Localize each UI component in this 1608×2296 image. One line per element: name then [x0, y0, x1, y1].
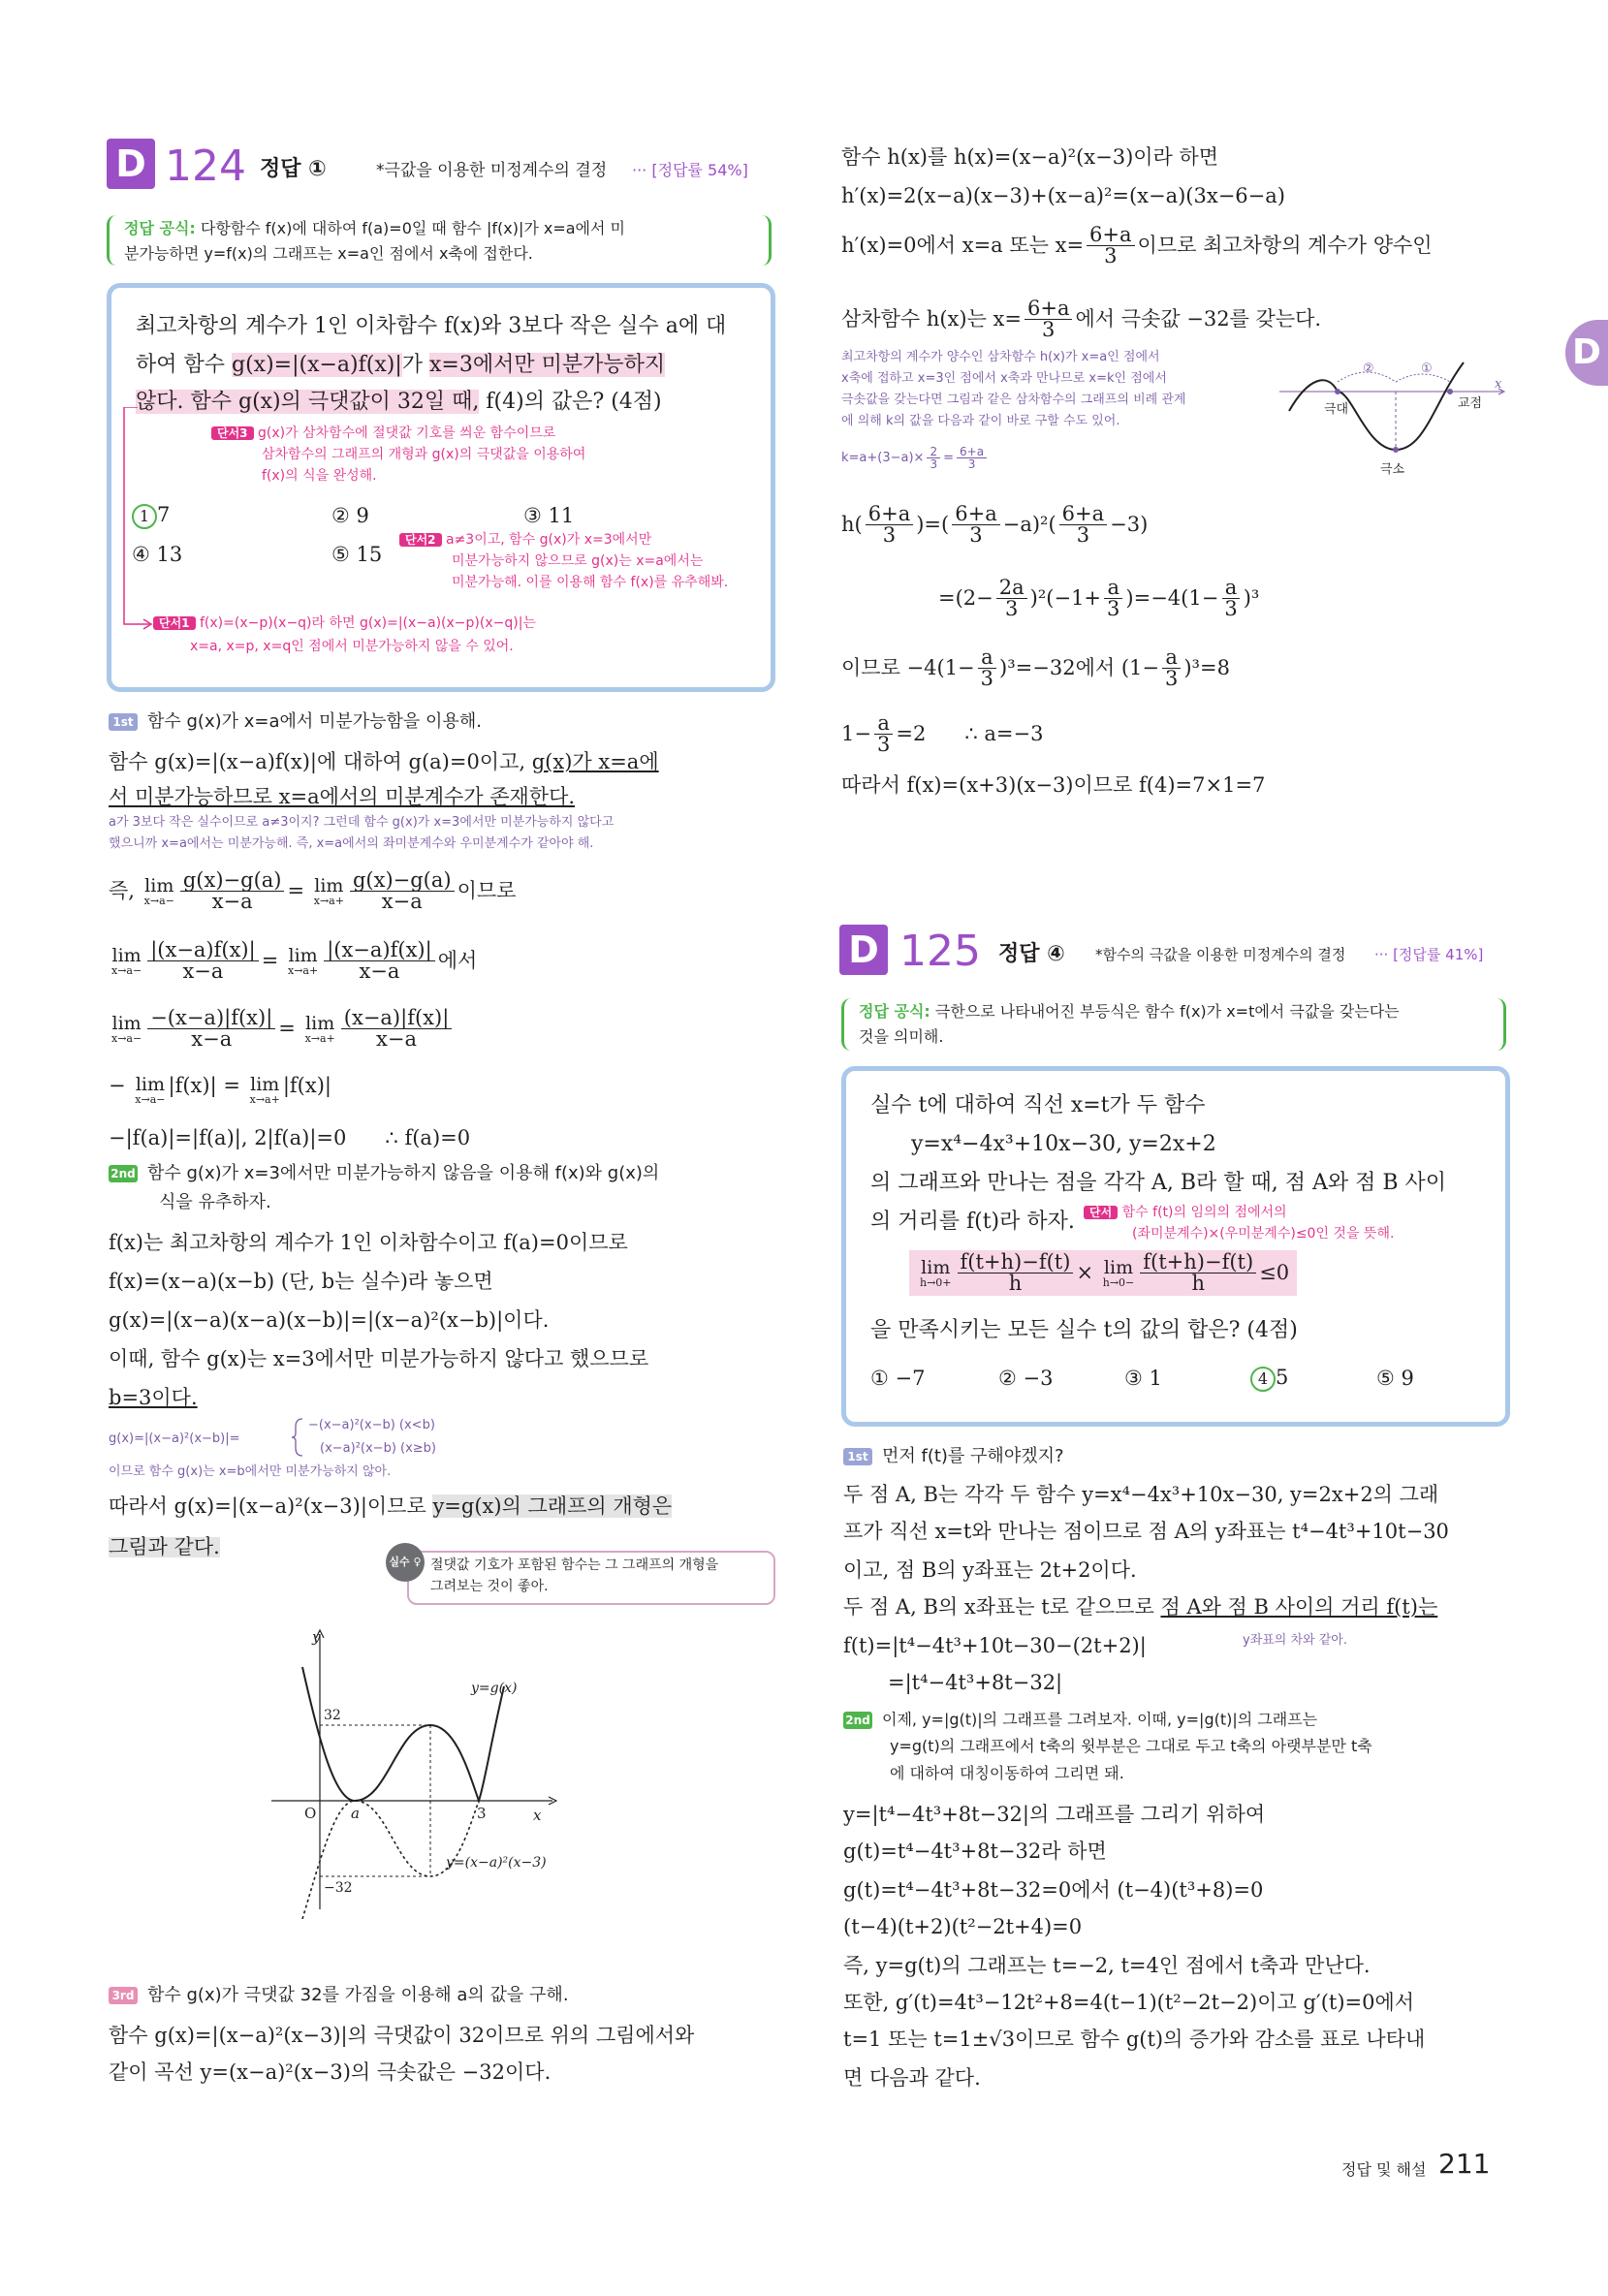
s1-124-note2: 했으니까 x=a에서는 미분가능해. 즉, x=a에서의 좌미분계수와 우미분계수가 같아야 해. [109, 836, 594, 851]
choice-124-3[interactable]: ③ 11 [523, 504, 575, 527]
choice-4-circle: 4 [1250, 1367, 1276, 1392]
choice-124-2[interactable]: ② 9 [331, 504, 369, 527]
problem-125-rate: ··· [정답률 41%] [1374, 946, 1484, 963]
s2-124-line5: b=3이다. [109, 1386, 198, 1409]
formula-title-124: 정답 공식: 다항함수 f(x)에 대하여 f(a)=0일 때 함수 |f(x)|가 x=a에서 미 [124, 219, 626, 237]
three-label: 3 [477, 1805, 487, 1822]
s1-124-note1: a가 3보다 작은 실수이므로 a≠3이지? 그런데 함수 g(x)가 x=3에서만 미분가능하지 않다고 [109, 815, 615, 830]
limit-row2: lim x→a− $\frac{|(x-a)f(x)|}{x-a}$ = lim x→a+ $\frac{|(x-a)f(x)|}{x-a}$ 에서 [111, 938, 478, 983]
step2-124-line2: 식을 유추하자. [159, 1192, 271, 1212]
q124-line2: 하여 함수 g(x)=|(x−a)f(x)|가 x=3에서만 미분가능하지 [136, 353, 666, 377]
step2-125-line2: y=g(t)의 그래프에서 t축의 윗부분은 그대로 두고 t축의 아랫부분만 t축 [890, 1737, 1372, 1755]
s2-124-line6: 따라서 g(x)=|(x−a)²(x−3)|이므로 y=g(x)의 그래프의 개형은 [109, 1494, 673, 1518]
a-label: a [351, 1805, 360, 1822]
s2-124-note3: (x−a)²(x−b) (x≥b) [320, 1441, 437, 1456]
r124-h3: 이므로 −4 (1− $\frac{a}{3}$ )³ =−32에서 (1− $\frac{a}{3}$ )³ =8 [841, 645, 1230, 690]
s1-125-note: y좌표의 차와 같아. [1243, 1633, 1347, 1648]
hint2-line3: 미분가능해. 이를 이용해 함수 f(x)를 유추해봐. [452, 575, 729, 590]
max-label: 극대 [1324, 402, 1349, 417]
q125-line2: y=x⁴−4x³+10x−30, y=2x+2 [911, 1132, 1216, 1156]
q125-line3: 의 그래프와 만나는 점을 각각 A, B라 할 때, 점 A와 점 B 사이 [870, 1171, 1447, 1195]
r124-line2: h′(x)=2(x−a)(x−3)+(x−a)²=(x−a)(3x−6−a) [841, 184, 1285, 207]
step1-124: 1st 함수 g(x)가 x=a에서 미분가능함을 이용해. [109, 713, 482, 731]
y-axis-label: y [312, 1628, 321, 1646]
choice-125-1[interactable]: ① −7 [870, 1367, 926, 1390]
m125-line5: 즉, y=g(t)의 그래프는 t=−2, t=4인 점에서 t축과 만난다. [843, 1954, 1371, 1977]
min-label: 극소 [1380, 462, 1405, 477]
r124-note2: x축에 접하고 x=3인 점에서 x축과 만나므로 x=k인 점에서 [841, 371, 1167, 386]
m125-line3: g(t)=t⁴−4t³+8t−32=0에서 (t−4)(t³+8)=0 [843, 1878, 1264, 1902]
step2-125-line3: 에 대하여 대칭이동하여 그리면 돼. [890, 1764, 1124, 1782]
s1-125-line3: 이고, 점 B의 y좌표는 2t+2이다. [843, 1558, 1137, 1582]
ratio-1-label: ① [1421, 362, 1433, 376]
section-tab-d: D [1565, 320, 1608, 386]
problem-124-answer: 정답 ① [260, 157, 327, 181]
choice-124-4[interactable]: ④ 13 [132, 543, 183, 566]
r124-note5: k=a+(3−a)× $\frac{2}{3}$ = $\frac{6+a}{3}$ [841, 446, 990, 470]
problem-125-answer: 정답 ④ [998, 942, 1065, 966]
r124-line4: 삼차함수 h(x)는 x= $\frac{6+a}{3}$ 에서 극솟값 −32를 갖는다. [841, 297, 1322, 341]
hint1-line2: x=a, x=p, x=q인 점에서 미분가능하지 않을 수 있어. [190, 639, 514, 654]
hint1-124: 단서1 f(x)=(x−p)(x−q)라 하면 g(x)=|(x−a)(x−p)(x−q)|는 [153, 616, 536, 630]
problem-124-badge: D [107, 139, 155, 189]
x-axis-label: x [533, 1807, 542, 1824]
curve-g-label: y=g(x) [471, 1681, 518, 1696]
s2-124-line2: f(x)=(x−a)(x−b) (단, b는 실수)라 놓으면 [109, 1270, 493, 1293]
neg32-label: −32 [324, 1880, 353, 1896]
r124-note1: 최고차항의 계수가 양수인 삼차함수 h(x)가 x=a인 점에서 [841, 350, 1160, 364]
r124-line1: 함수 h(x)를 h(x)=(x−a)²(x−3)이라 하면 [841, 145, 1219, 169]
s2-124-line7: 그림과 같다. [109, 1535, 220, 1558]
q124-line1: 최고차항의 계수가 1인 이차함수 f(x)와 3보다 작은 실수 a에 대 [136, 314, 727, 338]
r124-h2: = (2− $\frac{2a}{3}$ )²( −1+ $\frac{a}{3}$ ) =−4 ( 1− $\frac{a}{3}$ )³ [938, 576, 1260, 620]
choice-125-5[interactable]: ⑤ 9 [1376, 1367, 1414, 1390]
choice-125-3[interactable]: ③ 1 [1124, 1367, 1162, 1390]
problem-125-number: 125 [899, 927, 981, 976]
hint3-line3: f(x)의 식을 완성해. [262, 468, 377, 484]
formula-line2-124: 분가능하면 y=f(x)의 그래프는 x=a인 점에서 x축에 접한다. [124, 244, 533, 263]
footer-label: 정답 및 해설 [1341, 2160, 1427, 2179]
choice-125-4[interactable]: 4 5 [1250, 1367, 1288, 1392]
m125-line1: y=|t⁴−4t³+8t−32|의 그래프를 그리기 위하여 [843, 1803, 1266, 1826]
s3-124-line2: 같이 곡선 y=(x−a)²(x−3)의 극솟값은 −32이다. [109, 2060, 552, 2084]
limit-row5: −|f(a)|=|f(a)|, 2|f(a)|=0 ∴ f(a)=0 [109, 1126, 471, 1149]
limit-row1: 즉, lim x→a− $\frac{g(x)-g(a)}{x-a}$ = lim x→a+ $\frac{g(x)-g(a)}{x-a}$ 이므로 [109, 868, 517, 913]
hint-arrow-124 [114, 407, 153, 630]
m125-line2: g(t)=t⁴−4t³+8t−32라 하면 [843, 1840, 1107, 1863]
tip-badge: 실수 ♀ [386, 1543, 425, 1582]
curve-h-label: y=(x−a)²(x−3) [446, 1855, 547, 1871]
step2-124: 2nd 함수 g(x)가 x=3에서만 미분가능하지 않음을 이용해 f(x)와 g(x)의 [109, 1165, 659, 1182]
inequality-125: lim h→0+ $\frac{f(t+h)-f(t)}{h}$ × lim h→0− $\frac{f(t+h)-f(t)}{h}$ ≤0 [909, 1250, 1297, 1296]
ratio-2-label: ② [1363, 362, 1374, 376]
step3-124: 3rd 함수 g(x)가 극댓값 32를 가짐을 이용해 a의 값을 구해. [109, 1987, 569, 2004]
problem-124-number: 124 [165, 142, 246, 191]
s1-125-line6: =|t⁴−4t³+8t−32| [888, 1671, 1063, 1694]
hint-125-line2: (좌미분계수)×(우미분계수)≤0인 것을 뜻해. [1132, 1226, 1395, 1242]
r124-h4: 1− $\frac{a}{3}$ =2 ∴ a=−3 [841, 711, 1044, 756]
s2-124-line4: 이때, 함수 g(x)는 x=3에서만 미분가능하지 않다고 했으므로 [109, 1347, 649, 1370]
r124-note4: 에 의해 k의 값을 다음과 같이 바로 구할 수도 있어. [841, 414, 1120, 428]
q125-line1: 실수 t에 대하여 직선 x=t가 두 함수 [870, 1093, 1206, 1117]
m125-line8: 면 다음과 같다. [843, 2066, 981, 2090]
choice-124-1[interactable]: 1 7 [132, 504, 170, 529]
s1-125-line4: 두 점 A, B의 x좌표는 t로 같으므로 점 A와 점 B 사이의 거리 f(t)는 [843, 1595, 1438, 1619]
step1-125: 1st 먼저 f(t)를 구해야겠지? [843, 1448, 1064, 1465]
step2-125: 2nd 이제, y=|g(t)|의 그래프를 그려보자. 이때, y=|g(t)|의 그래프는 [843, 1712, 1317, 1729]
r124-line3: h′(x)=0에서 x=a 또는 x= $\frac{6+a}{3}$ 이므로 최고차항의 계수가 양수인 [841, 223, 1433, 267]
tip-line2: 그려보는 것이 좋아. [430, 1579, 549, 1594]
hint2-124: 단서2 a≠3이고, 함수 g(x)가 x=3에서만 [399, 533, 651, 547]
cross-label: 교점 [1458, 396, 1483, 411]
s2-124-note4: 이므로 함수 g(x)는 x=b에서만 미분가능하지 않아. [109, 1464, 392, 1479]
origin-label: O [304, 1805, 317, 1822]
s2-124-note2: −(x−a)²(x−b) (x<b) [308, 1418, 435, 1432]
q125-line5: 을 만족시키는 모든 실수 t의 값의 합은? (4점) [870, 1318, 1298, 1342]
hint-125: 단서 함수 f(t)의 임의의 점에서의 [1084, 1206, 1287, 1219]
s2-124-line3: g(x)=|(x−a)(x−a)(x−b)|=|(x−a)²(x−b)|이다. [109, 1308, 550, 1332]
s3-124-line1: 함수 g(x)=|(x−a)²(x−3)|의 극댓값이 32이므로 위의 그림에서와 [109, 2024, 695, 2047]
cubic-ratio-figure [1279, 353, 1512, 479]
s2-124-note1: g(x)=|(x−a)²(x−b)|= [109, 1431, 240, 1446]
s1-124-line2: 서 미분가능하므로 x=a에서의 미분계수가 존재한다. [109, 785, 576, 808]
m125-line7: t=1 또는 t=1±√3이므로 함수 g(t)의 증가와 감소를 표로 나타내 [843, 2028, 1426, 2051]
q124-line3: 않다. 함수 g(x)의 극댓값이 32일 때, f(4)의 값은? (4점) [136, 390, 662, 414]
problem-125-topic: *함수의 극값을 이용한 미정계수의 결정 [1095, 946, 1346, 963]
problem-125-badge: D [839, 925, 888, 975]
r124-note3: 극솟값을 갖는다면 그림과 같은 삼차함수의 그래프의 비례 관계 [841, 393, 1186, 407]
choice-1-circle: 1 [132, 504, 157, 529]
s1-125-line1: 두 점 A, B는 각각 두 함수 y=x⁴−4x³+10x−30, y=2x+2의 그래 [843, 1483, 1439, 1506]
choice-124-5[interactable]: ⑤ 15 [331, 543, 383, 566]
formula-line2-125: 것을 의미해. [859, 1027, 944, 1046]
limit-row4: − lim x→a− |f(x)| = lim x→a+ |f(x)| [109, 1074, 331, 1106]
problem-124-topic: *극값을 이용한 미정계수의 결정 [376, 161, 608, 180]
tip-line1: 절댓값 기호가 포함된 함수는 그 그래프의 개형을 [430, 1557, 719, 1573]
page-number: 211 [1438, 2148, 1491, 2180]
problem-124-rate: ··· [정답률 54%] [632, 161, 748, 179]
limit-row3: lim x→a− $\frac{-(x-a)|f(x)|}{x-a}$ = lim x→a+ $\frac{(x-a)|f(x)|}{x-a}$ [109, 1008, 455, 1050]
s1-125-line2: 프가 직선 x=t와 만나는 점이므로 점 A의 y좌표는 t⁴−4t³+10t−30 [843, 1520, 1449, 1543]
r124-h1: h ( $\frac{6+a}{3}$ ) = ( $\frac{6+a}{3}$ −a )²( $\frac{6+a}{3}$ −3 ) [841, 502, 1149, 547]
formula-title-125: 정답 공식: 극한으로 나타내어진 부등식은 함수 f(x)가 x=t에서 극값을 갖는다는 [859, 1002, 1400, 1021]
m125-line6: 또한, g′(t)=4t³−12t²+8=4(t−1)(t²−2t−2)이고 g′(t)=0에서 [843, 1991, 1415, 2014]
hint3-line2: 삼차함수의 그래프의 개형과 g(x)의 극댓값을 이용하여 [262, 447, 586, 462]
choice-125-2[interactable]: ② −3 [998, 1367, 1054, 1390]
hint2-line2: 미분가능하지 않으므로 g(x)는 x=a에서는 [452, 553, 704, 569]
s2-124-line1: f(x)는 최고차항의 계수가 1인 이차함수이고 f(a)=0이므로 [109, 1231, 628, 1254]
brace-icon [291, 1417, 304, 1458]
r124-h5: 따라서 f(x)=(x+3)(x−3)이므로 f(4)=7×1=7 [841, 773, 1266, 797]
s1-124-line1: 함수 g(x)=|(x−a)f(x)|에 대하여 g(a)=0이고, g(x)가 x=a에 [109, 750, 659, 773]
hint3-124: 단서3 g(x)가 삼차함수에 절댓값 기호를 씌운 함수이므로 [211, 426, 555, 440]
m125-line4: (t−4)(t+2)(t²−2t+4)=0 [843, 1915, 1083, 1938]
graph-124 [262, 1628, 630, 1919]
fig-x-label: x [1495, 377, 1502, 392]
q125-line4: 의 거리를 f(t)라 하자. [870, 1210, 1075, 1234]
pos32-label: 32 [324, 1708, 341, 1723]
s1-125-line5: f(t)=|t⁴−4t³+10t−30−(2t+2)| [843, 1634, 1147, 1657]
